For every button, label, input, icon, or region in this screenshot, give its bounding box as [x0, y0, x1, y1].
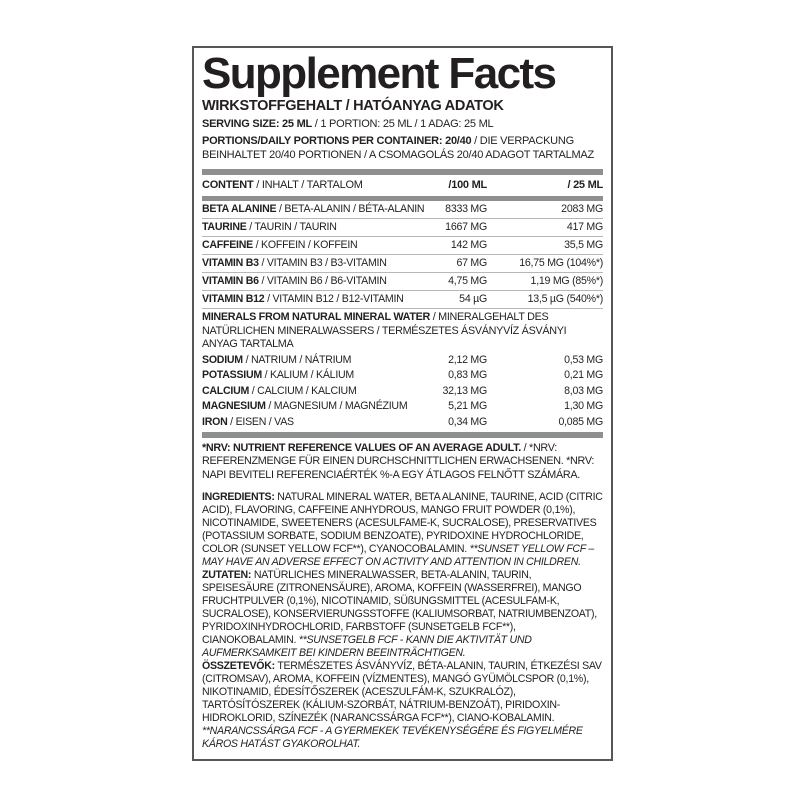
- row-name: [202, 416, 425, 429]
- row-name-bold: MAGNESIUM: [202, 400, 266, 413]
- row-value-per-100ml: 2,12 MG: [448, 353, 487, 366]
- row-value-per-100ml: 0,34 MG: [448, 415, 487, 428]
- osszetevok-paragraph: [202, 660, 603, 751]
- zutaten-paragraph: [202, 569, 603, 660]
- row-name-bold: POTASSIUM: [202, 369, 262, 382]
- row-value-per-100ml: 8333 MG: [445, 202, 487, 215]
- row-name-alt: / EISEN / VAS: [227, 415, 294, 428]
- minerals-heading-bold: MINERALS FROM NATURAL MINERAL WATER: [202, 311, 431, 324]
- row-name-alt: / BETA-ALANIN / BÉTA-ALANIN: [276, 202, 425, 215]
- row-name-bold: VITAMIN B6: [202, 275, 259, 288]
- row-name-alt: / VITAMIN B3 / B3-VITAMIN: [258, 257, 387, 270]
- table-row-taurine: [202, 219, 603, 237]
- table-row-calcium: [202, 383, 603, 398]
- minerals-section-heading: [202, 309, 603, 352]
- row-value-per-100ml: 1667 MG: [445, 221, 487, 234]
- osszetevok-text: TERMÉSZETES ÁSVÁNYVÍZ, BÉTA-ALANIN, TAURIN, ÉTKEZÉSI SAV (CITROMSAV), AROMA, KOFFEIN (VÍZMENTES), MANGÓ GYÜMÖLCSPOR (0,1%), NIKOTINAMID, ÉDESÍTŐSZEREK (ACESZULFÁM-K, SZUKRALÓZ), TARTÓSÍTÓSZEREK (KÁLIUM-SZORBÁT, NÁTRIUM-BENZOÁT), PIRIDOXIN-HIDROKLORID, SZÍNEZÉK (NARANCSSÁRGA FCF**), CIANO-KOBALAMIN.: [202, 660, 602, 725]
- row-name-bold: BETA ALANINE: [202, 202, 277, 215]
- column-header-per-25ml: / 25 ML: [567, 179, 603, 192]
- row-name: [202, 221, 425, 234]
- row-name-alt: / CALCIUM / KALCIUM: [249, 384, 357, 397]
- serving-size-rest: / 1 PORTION: 25 ML / 1 ADAG: 25 ML: [311, 118, 494, 131]
- row-value-per-25ml: 35,5 MG: [564, 239, 603, 252]
- row-name: [202, 257, 425, 270]
- table-row-vitamin-b3: [202, 255, 603, 273]
- zutaten-label: ZUTATEN:: [202, 569, 252, 582]
- row-value-per-100ml: 0,83 MG: [448, 369, 487, 382]
- row-name: [202, 203, 425, 216]
- row-name: [202, 400, 425, 413]
- row-name-alt: / TAURIN / TAURIN: [246, 221, 337, 234]
- nrv-note: [202, 442, 603, 482]
- row-value-per-25ml: 0,21 MG: [564, 369, 603, 382]
- row-value-per-25ml: 16,75 MG (104%*): [519, 257, 603, 270]
- row-name-alt: / VITAMIN B6 / B6-VITAMIN: [258, 275, 387, 288]
- osszetevok-warning: **NARANCSSÁRGA FCF - A GYERMEKEK TEVÉKENYSÉGÉRE ÉS FIGYELMÉRE KÁROS HATÁST GYAKOROLHAT.: [202, 725, 583, 751]
- table-row-magnesium: [202, 399, 603, 414]
- row-value-per-25ml: 13,5 µG (540%*): [527, 293, 603, 306]
- content-header-rest: / INHALT / TARTALOM: [253, 179, 363, 192]
- row-value-per-25ml: 0,53 MG: [564, 353, 603, 366]
- row-name-alt: / NATRIUM / NÁTRIUM: [242, 353, 352, 366]
- row-value-per-100ml: 32,13 MG: [442, 384, 487, 397]
- row-name: [202, 293, 425, 306]
- row-name-alt: / VITAMIN B12 / B12-VITAMIN: [264, 293, 404, 306]
- row-name: [202, 239, 425, 252]
- serving-size-line: [202, 117, 603, 132]
- ingredients-text: NATURAL MINERAL WATER, BETA ALANINE, TAURINE, ACID (CITRIC ACID), FLAVORING, CAFFEINE ANHYDROUS, MANGO FRUIT POWDER (0,1%), NICOTINAMIDE, SWEETENERS (ACESULFAME-K, SUCRALOSE), PRESERVATIVES (POTASSIUM SORBATE, SODIUM BENZOATE), PYRIDOXINE HYDROCHLORIDE, COLOR (SUNSET YELLOW FCF**), CYANOCOBALAMIN.: [202, 490, 603, 555]
- content-header-bold: CONTENT: [202, 179, 254, 192]
- row-value-per-100ml: 142 MG: [450, 239, 487, 252]
- column-header-content: [202, 179, 425, 192]
- ingredients-paragraph: [202, 491, 603, 569]
- row-value-per-100ml: 54 µG: [459, 293, 487, 306]
- row-value-per-25ml: 417 MG: [566, 221, 603, 234]
- panel-subtitle: WIRKSTOFFGEHALT / HATÓANYAG ADATOK: [202, 98, 504, 115]
- column-header-per-100ml: /100 ML: [448, 179, 487, 192]
- row-value-per-100ml: 67 MG: [456, 257, 487, 270]
- table-row-iron: [202, 414, 603, 429]
- row-name-alt: / KALIUM / KÁLIUM: [261, 369, 354, 382]
- row-name-bold: SODIUM: [202, 353, 243, 366]
- table-row-beta-alanine: [202, 201, 603, 219]
- row-name-alt: / MAGNESIUM / MAGNÉZIUM: [265, 400, 408, 413]
- minerals-heading-rest: / MINERALGEHALT DES NATÜRLICHEN MINERALWASSERS / TERMÉSZETES ÁSVÁNYVÍZ ÁSVÁNYI ANYAG TARTALMA: [202, 311, 567, 350]
- nrv-note-rest: / *NRV: REFERENZMENGE FÜR EINEN DURCHSCHNITTLICHEN ERWACHSENEN. *NRV: NAPI BEVITELI REFERENCIAÉRTÉK %-A EGY ÁTLAGOS FELNŐTT SZÁMÁRA.: [202, 441, 595, 481]
- row-name: [202, 369, 425, 382]
- row-value-per-100ml: 4,75 MG: [448, 275, 487, 288]
- row-value-per-25ml: 0,085 MG: [558, 415, 603, 428]
- row-name-alt: / KOFFEIN / KOFFEIN: [252, 239, 358, 252]
- portions-rest: / DIE VERPACKUNG BEINHALTET 20/40 PORTIONEN / A CSOMAGOLÁS 20/40 ADAGOT TARTALMAZ: [202, 134, 594, 162]
- table-header-row: [202, 177, 603, 195]
- row-name-bold: VITAMIN B3: [202, 257, 259, 270]
- row-value-per-25ml: 2083 MG: [561, 202, 603, 215]
- ingredients-label: INGREDIENTS:: [202, 490, 275, 503]
- divider-bar-bottom: [202, 432, 603, 438]
- row-name: [202, 354, 425, 367]
- zutaten-text: NATÜRLICHES MINERALWASSER, BETA-ALANIN, TAURIN, SPEISESÄURE (ZITRONENSÄURE), AROMA, KOFFEIN (WASSERFREI), MANGO FRUCHTPULVER (0,1%), NICOTINAMID, SÜßUNGSMITTEL (ACESULFAM-K, SUCRALOSE), KONSERVIERUNGSSTOFFE (KALIUMSORBAT, NATRIUMBENZOAT), PYRIDOXINHYDROCHLORID, FARBSTOFF (SUNSETGELB FCF**), CIANOKOBALAMIN.: [202, 569, 597, 647]
- row-name-bold: CALCIUM: [202, 384, 250, 397]
- portions-bold: PORTIONS/DAILY PORTIONS PER CONTAINER: 20/40: [202, 134, 472, 147]
- row-name-bold: VITAMIN B12: [202, 293, 265, 306]
- row-name: [202, 385, 425, 398]
- row-value-per-25ml: 1,30 MG: [564, 400, 603, 413]
- table-row-vitamin-b6: [202, 273, 603, 291]
- row-name-bold: CAFFEINE: [202, 239, 253, 252]
- table-row-potassium: [202, 368, 603, 383]
- row-name: [202, 275, 425, 288]
- row-value-per-25ml: 1,19 MG (85%*): [530, 275, 603, 288]
- portions-line: [202, 134, 603, 163]
- osszetevok-label: ÖSSZETEVŐK:: [202, 660, 275, 673]
- table-row-sodium: [202, 352, 603, 367]
- zutaten-warning: **SUNSETGELB FCF - KANN DIE AKTIVITÄT UND AUFMERKSAMKEIT BEI KINDERN BEEINTRÄCHTIGEN.: [202, 634, 532, 660]
- row-value-per-100ml: 5,21 MG: [448, 400, 487, 413]
- divider-bar-top: [202, 169, 603, 175]
- serving-size-bold: SERVING SIZE: 25 ML: [202, 118, 312, 131]
- row-value-per-25ml: 8,03 MG: [564, 384, 603, 397]
- ingredients-warning: **SUNSET YELLOW FCF – MAY HAVE AN ADVERSE EFFECT ON ACTIVITY AND ATTENTION IN CHILDREN.: [202, 542, 595, 568]
- table-row-vitamin-b12: [202, 291, 603, 309]
- nrv-note-bold: *NRV: NUTRIENT REFERENCE VALUES OF AN AVERAGE ADULT.: [202, 441, 521, 454]
- panel-title: Supplement Facts: [202, 49, 556, 98]
- row-name-bold: IRON: [202, 415, 228, 428]
- supplement-facts-panel: [192, 46, 613, 761]
- row-name-bold: TAURINE: [202, 221, 247, 234]
- table-row-caffeine: [202, 237, 603, 255]
